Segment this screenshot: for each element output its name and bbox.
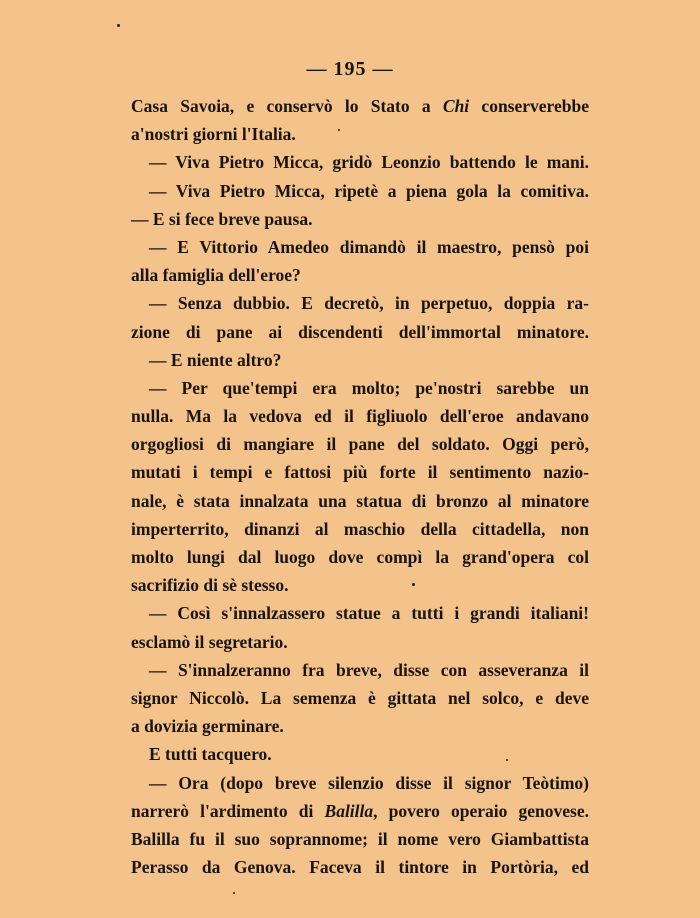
text-line-part: alla famiglia dell'eroe? [131,265,301,286]
text-line-part: Casa Savoia, e conservò lo Stato a [131,96,443,116]
text-line [131,853,589,881]
text-line-part: — Così s'innalzassero statue a tutti i grandi italiani! [149,603,589,624]
text-line [131,825,589,853]
text-line-part: nale, è stata innalzata una statua di bronzo al minatore [131,490,589,511]
print-speck [117,24,120,27]
text-line-part: esclamò il segretario. [131,631,288,652]
text-line-part: Balilla fu il suo soprannome; il nome vero Giambattista [131,828,589,849]
text-line [131,684,589,712]
text-line-part: — Senza dubbio. E decretò, in perpetuo, doppia ra- [149,293,589,314]
text-line-part: — Viva Pietro Micca, ripetè a piena gola la comitiva. [149,180,589,201]
text-line-part: a dovizia germinare. [131,716,284,737]
body-text [131,92,589,881]
text-line-part: nulla. Ma la vedova ed il figliuolo dell'eroe andavano [131,406,589,427]
text-line [131,656,589,684]
text-line [131,402,589,430]
text-line-part: a'nostri giorni l'Italia. [131,124,296,145]
text-line [131,430,589,458]
text-line-part: sacrifizio di sè stesso. [131,575,289,596]
text-line [131,740,589,768]
text-line-part: molto lungi dal luogo dove compì la grand'opera col [131,547,589,567]
text-line [131,205,589,233]
text-line [131,543,589,571]
text-line [131,628,589,656]
text-line-part: imperterrito, dinanzi al maschio della cittadella, non [131,518,589,539]
text-line-part: — S'innalzeranno fra breve, disse con asseveranza il [149,659,589,680]
text-line [131,487,589,515]
text-line-part: — Viva Pietro Micca, gridò Leonzio battendo le mani. [149,152,589,173]
text-line-part: , povero operaio genovese. [373,800,589,821]
text-line-part: E tutti tacquero. [149,744,272,765]
text-line [131,769,589,797]
text-line-part: zione di pane ai discendenti dell'immortal minatore. [131,321,589,342]
text-line-part: narrerò l'ardimento di [131,800,325,821]
italic-word: Chi [442,96,470,116]
print-speck [412,583,415,586]
text-line [131,458,589,486]
print-speck [506,759,508,761]
text-line [131,712,589,740]
text-line-part: Perasso da Genova. Faceva il tintore in Portòria, ed [131,857,589,878]
text-line [131,289,589,317]
text-line [131,120,589,148]
text-line [131,346,589,374]
text-line [131,261,589,289]
print-speck [233,892,235,894]
text-line-part: — E niente altro? [149,349,282,370]
text-line-part: orgogliosi di mangiare il pane del soldato. Oggi però, [131,434,589,455]
text-line [131,233,589,261]
text-line [131,318,589,346]
print-speck [338,129,340,131]
text-line-part: — E si fece breve pausa. [131,208,313,229]
text-line-part: — Per que'tempi era molto; pe'nostri sarebbe un [149,377,589,398]
text-line [131,92,589,120]
text-line [131,599,589,627]
text-line-part: conserverebbe [469,96,589,116]
text-line-part: signor Niccolò. La semenza è gittata nel solco, e deve [131,687,589,708]
text-line [131,515,589,543]
text-line [131,177,589,205]
text-line-part: — E Vittorio Amedeo dimandò il maestro, pensò poi [149,236,589,257]
italic-word: Balilla [324,800,374,821]
page-number: — 195 — [306,58,394,80]
text-line [131,797,589,825]
text-line-part: mutati i tempi e fattosi più forte il sentimento nazio- [131,462,589,483]
text-line [131,374,589,402]
text-line [131,571,589,599]
text-line [131,148,589,176]
text-line-part: — Ora (dopo breve silenzio disse il signor Teòtimo) [149,772,589,793]
